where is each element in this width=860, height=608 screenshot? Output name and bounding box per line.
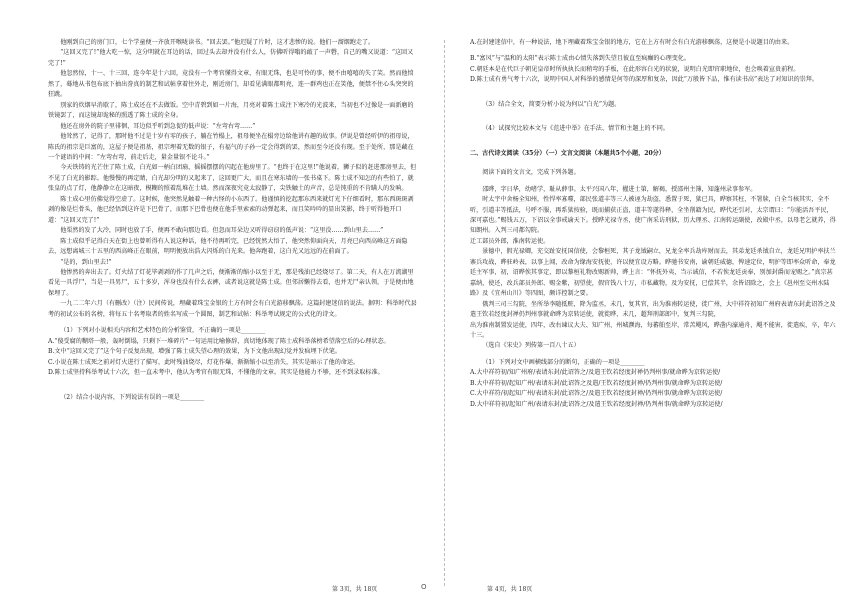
binding-hole-icon: O (421, 583, 427, 591)
left-column-paragraph: 他还在房外的院子里徘徊，耳边似乎听到急促的低声说：“左弯右弯……” (60, 122, 256, 130)
left-column-paragraph: C.小说在陈士成死之前对灯火进行了描写，此时残油烧尽，灯花作爆，渐渐缩小以至消失，其实是暗示了他的命运。 (48, 358, 360, 366)
right-column-paragraph: A.在封建迷信中，有一种说法，地下埋藏着珠宝金银的地方，它在上方有时会有白光游移飘荡，这便是小说题目的由来。 (470, 39, 794, 46)
right-column-paragraph: D.大中祥符初/起知广州/表请东封/此诏答之/及遣王钦若经度封禅/仍判州事/就命晔为京转运使/ (470, 400, 723, 408)
left-column-paragraph: 今天铁铸的光芒住了陈士成，白光如一柄白团扇，摇摇摆摆的闪起在他房里了。“也终于在这里!”他说着，狮子似的赶进那房里去，但不见了白光的影踪。他慢慢的再定睛，白光却分明的又起来了，这回更广大，而且在寒东墙的一张书桌下。陈士成不知怎的有些怕了，就张皇的点了灯，他静静立在这暗夜，模糊的照着乱堆在土墙。然而深夜究竟太寂静了，尖铁触土的声音，总是钝重的不肯瞒人的发响。 (48, 164, 417, 193)
right-column-paragraph: （选自《宋史》列传第一百八十五） (482, 342, 580, 350)
left-column-paragraph: 他栗然的发了大冷，同时也放了手，便再不敢向那边看。但忽而耳朵边又听得窃窃的低声说：“这里没……到山里去……” (60, 227, 384, 235)
right-column-paragraph: A.大中祥符初/知广州府/表请东封/此诏答之/及遣王钦若经度封禅仍判州事/就命晔为京转运使/ (470, 369, 721, 377)
right-column-paragraph: （1）下列对文中画横线部分的断句，正确的一项是________ (482, 358, 645, 366)
right-column-paragraph: B.“富风”与“温和的太阳”表示陈士成由心情失落到失望且彼直至疯癫的心理变化。 (470, 55, 690, 63)
right-column-paragraph: 俄判三司三勾院，坐所举李随抵赃，降为监丞，未几，复其官，出为淮南转运使，徙广州，大中祥符初知广州府表请东封此诏答之及遣王钦若经度封禅仍判州事就命晔为京转运使，就徙晔，未几，超拜刑部郎中，复判三勾院， (470, 300, 836, 319)
left-column-paragraph: “这回又完了!”他大吃一惊，这分明就在耳边的话，回过头去却并没有什么人，仿佛听得嗡的敲了一声磬，自己的嘴又说道：“这回又完了!” (48, 49, 414, 67)
left-column-paragraph: 他刚到自己的房门口，七个学童便一齐放开喉咙读书。“回去罢。”他迟疑了片时，这才悲惨的说。他们一溜烟跑走了。 (60, 39, 375, 46)
left-column-paragraph: （2）结合小说内容，下列说法有误的一项是________ (60, 393, 205, 401)
right-column-paragraph: D.陈士成有勇气考十六次，说明中国人对科举的感情是何等的深厚和复杂，因此“万般皆下品，惟有读书高”表达了对知识的崇拜。 (470, 76, 818, 84)
column-divider (444, 40, 445, 586)
right-column-paragraph: C.朝廷本是在代巨子朝见皇帝时所执执长而稍弯的手板，在此形容白光的状貌，说明白光即官职地位，也会唤着宣贵前程。 (470, 65, 800, 73)
right-column-paragraph: C.大中祥符/初起知广州/表请东封/此诏答之/及遣王钦若经度封禅/仍判州事/就命晔为京转运使/ (470, 390, 723, 398)
left-column-paragraph: 他耸然了，记得了，那时他不过是十岁有零的孩子，躺在竹榻上，祖母便坐在榻旁边给他讲有趣的故事。伊说是曾经听伊的祖母说，陈氏的祖宗是巨富的，这屋子便是祖基，祖宗埋着无数的银子，有福气的子孙一定会得到的罢，然而至今还没有现。至于处所，那是藏在一个谜语的中间：“左弯右弯，前走后走，量金量银不论斗。” (48, 133, 414, 161)
right-column-paragraph: B.大中祥符初/起知广州/表请东封/此诏答之及遣/王钦若经度封禅/仍判州事/就命晔为京转运使/ (470, 379, 723, 387)
right-column-paragraph: 迁工部员外郎，淮南转运使。 (470, 237, 550, 245)
page-number-right: 第 4页，共 18页 (487, 586, 533, 593)
left-column-paragraph: B.文中“这回又完了”这个句子反复出现，增强了陈士成失望心理的效果，为下文他出现幻觉并发疯埋下伏笔。 (48, 348, 341, 356)
left-column-paragraph: 别家的炊烟早消歇了，陈士成还在不去做饭。空中青碧到如一片海，月亮对着陈士成注下寒冷的光波来，当初也不过像是一面新磨的铁镜罢了，而这镜却诡秘的照透了陈士成的全身。 (48, 101, 414, 120)
right-column (470, 38, 837, 410)
right-column-paragraph: （3）结合全文，简要分析小说为何以“白光”为题。 (482, 100, 621, 108)
left-column-paragraph: 陈士成似乎记得白天在街上也曾听得有人说这种话，他不待再听完，已经恍然大悟了，他突然仰面向天，月亮已向西高峰这方面隐去，远想离城三十五里的西高峰正在眼前，明明便放出浩大闪烁的白光来。他奔跑着，这白光又远远的在前面了。 (48, 237, 408, 256)
right-column-paragraph: 景德中，假光禄卿，充交趾安抚国信使，会黎桓死，其子龙钺嗣立，兄龙全率兵劫库财而去，其弟龙廷杀钺自立，龙廷兄明护率扶兰寨兵攻战，晔驻岭表，以事上闻，改命为缘海安抚使，许以便宜设方略。晔驰书安南，谕朝廷威德，俾速定位，明护等即率众听命，奉龙廷主军事，初，诏晔俟其事定，即以黎桓礼物改赐新帅，晔上言：“怀抚外夷，当示诚信，不若俟龙廷贡奉，别加封爵而宠赐之。”真宗甚嘉纳，使还，改兵部员外郎、赐金紫，初望使，假官钱八十万，市私藏物，及为安抚，已偿其半，余皆诏除之，会上《邕州至交州水陆路》及《宜州山川》等四图，颇详控制之要。 (470, 248, 836, 298)
right-column-paragraph: 阅读下面的文言文，完成下列各题。 (482, 169, 580, 177)
right-column-paragraph: 二、古代诗文阅读（35分）（一）文言文阅读（本题共5个小题，20分） (470, 149, 665, 157)
left-column-paragraph: 他忽然惊，十一、十三回，连今年是十六回，竟没有一个考官懂得文章，有眼无珠，也是可怜的事，便不由嘻嘻的失了笑。然而他愤然了，蓦地从书包布底下抽出誊真的制艺和试帖拿着往外走，刚近房门，却看见满眼都明亮，连一群鸡也正在笑他，便禁不住心头突突的狂跳。 (48, 70, 414, 99)
left-column-paragraph: 他惨然的奔出去了。灯火结了灯花毕剥剥的作了几声之后，便渐渐的缩小以至于无，那是残油已经烧尽了。第二天，有人在万流湖里看见一具浮尸，当是一具男尸，五十多岁，浑身也没有什么衣裤，或者说这就是陈士成。但邻居懒得去看，也并无尸亲认领，于是便由地保埋了。 (48, 268, 414, 297)
left-column-paragraph: “是的，到山里去!” (60, 258, 112, 266)
right-column-paragraph: 出为淮南制置发运使，四年，改右谏议大夫、知广州，州城濒海，每蕃舶至岸，常苦飓风，晔凿内濠通舟，飓不能害，徙遣疾，卒，年六十三。 (470, 321, 836, 339)
right-column-paragraph: （4）试探究比较本文与《范进中举》在手法、情节和主题上的不同。 (482, 125, 669, 133)
left-column-paragraph: 一九二二年六月（有删改）（注）民间传说，埋藏着珠宝金银的土方有时会有白光游移飘荡。这篇封建迷信的说法。据明：科举时代县考的初试公布的名榜，将每五十名考取者的姓名写成一个圆图，制艺和试帖：科举考试规定的公式化的诗文。 (48, 300, 417, 318)
right-column-paragraph: 邵晔，字日华，幼嗜学，耻从薛事。太平兴国八年，擢进士第，解褐，授邵州主簿，知蓬州录事参军。 (482, 185, 757, 193)
right-column-paragraph: 时太宇中舍杨全知州，性悍率寡噬，部民张道丰等三人被诬为劫盗，悉置于死，狱已具，晔察其枉，不署牍，白全当核其实，全不听，引道丰等抵法，号呼不服，再系狱按验，既而捕获正盗，道丰等遂得释，全坐削籍为民，晔代还引对，太宗谓曰：“尔能活吾平民，深可嘉也。”赐钱五万，下诏以全事戒谕天下。授晔光禄寺丞，使广南采访刑狱，历大理丞、江南转运副使，改殿中丞，以母老乞就养，得知朗州。入判三司都勾院。 (470, 196, 836, 235)
left-column-paragraph: D.陈士成坚持科举考试十六次，但一直未考中，他认为考官有眼无珠，不懂他的文章。其实是他能力不够，还不到录取标准。 (48, 369, 384, 377)
page-number-left: 第 3页，共 18页 (332, 586, 378, 593)
left-column-paragraph: A.“傻受腐的糊塔一般，轰时倒塌，只剩下一堆碎片”一句运用比喻修辞，真切地体现了陈士成科举落榜希望落空后的心理状态。 (48, 337, 390, 345)
left-column (48, 38, 418, 403)
left-column-paragraph: 陈士成心里仿佛觉得空虚了。这时候，他突然见触着一种古怪的小东西了。他谨慎的挖起那东西来就灯光下仔细看时，那东西斑斑剥剥的像是烂骨头，他已经悟到这许是下巴骨了，而那下巴骨也便在他手里索索的动弹起来，而且笑吟吟的显出笑影，终于听得他开口道：“这回又完了!” (48, 195, 414, 224)
left-column-paragraph: （1）下列对小说相关内容和艺术特色的分析鉴赏，不正确的一项是________ (60, 327, 266, 335)
